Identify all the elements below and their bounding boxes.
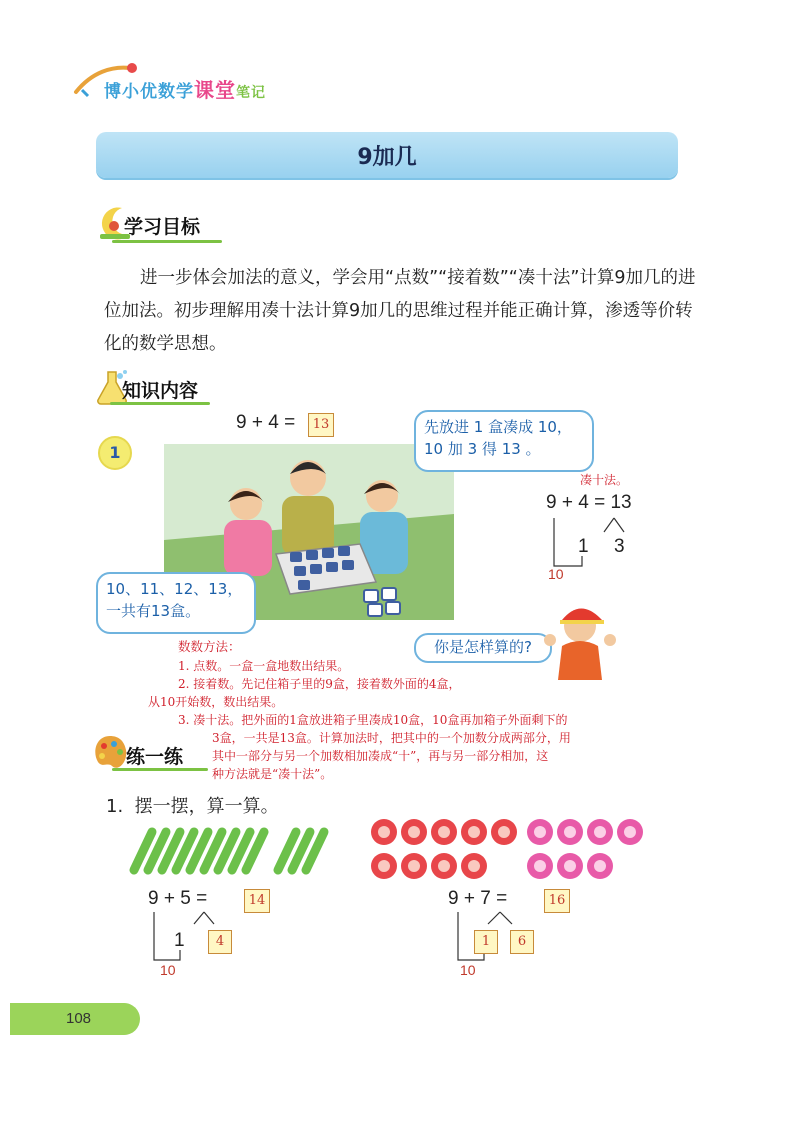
split-ten: 10	[548, 566, 564, 582]
practice-underline	[112, 768, 208, 771]
brand-title	[104, 74, 266, 103]
speech-bubble-right: 先放进 1 盒凑成 10，10 加 3 得 13 。	[414, 410, 594, 472]
practice-right-split1-box: 1	[474, 930, 498, 954]
counting-sticks-illustration	[124, 826, 330, 876]
practice-left-split1: 1	[174, 930, 185, 951]
content-underline	[110, 402, 210, 405]
practice-left-ten: 10	[160, 962, 176, 978]
lesson-title: 9加几	[357, 145, 417, 170]
brand-part3: 笔记	[236, 85, 266, 101]
flowers-illustration	[368, 814, 648, 884]
paint-palette-icon	[90, 732, 130, 772]
example-answer-box: 13	[308, 413, 334, 437]
count-line-4: 3. 凑十法。把外面的1盒放进箱子里凑成10盒，10盒再加箱子外面剩下的	[178, 713, 568, 727]
example-number: 1	[98, 436, 132, 470]
split-part-a: 1	[578, 536, 589, 557]
girl-with-cap-illustration	[538, 596, 622, 680]
count-line-6: 其中一部分与另一个加数相加凑成“十”，再与另一部分相加，这	[212, 749, 549, 763]
practice-right-equation: 9 + 7 =	[448, 888, 508, 909]
goals-underline	[112, 240, 222, 243]
count-line-2: 2. 接着数。先记住箱子里的9盒，接着数外面的4盒，	[178, 677, 461, 691]
count-line-5: 3盒，一共是13盒。计算加法时，把其中的一个加数分成两部分，用	[212, 731, 571, 745]
count-methods-title: 数数方法：	[178, 639, 241, 654]
practice-left-split2-box: 4	[208, 930, 232, 954]
goals-paragraph	[104, 262, 704, 361]
split-lines	[540, 514, 650, 574]
count-line-3: 从10开始数，数出结果。	[148, 695, 284, 709]
split-equation: 9 + 4 = 13	[546, 492, 632, 513]
practice-right-ten: 10	[460, 962, 476, 978]
brand-part2: 课堂	[194, 78, 236, 102]
content-heading: 知识内容	[122, 380, 199, 402]
count-line-1: 1. 点数。一盒一盒地数出结果。	[178, 659, 350, 673]
split-part-b: 3	[614, 536, 625, 557]
count-line-7: 种方法就是“凑十法”。	[212, 767, 333, 781]
practice-right-split2-box: 6	[510, 930, 534, 954]
speech-bubble-question: 你是怎样算的?	[414, 633, 552, 663]
brand-part1: 博小优数学	[104, 82, 194, 102]
goals-text: 进一步体会加法的意义，学会用“点数”“接着数”“凑十法”计算9加几的进位加法。初步理解用凑十法计算9加几的思维过程并能正确计算，渗透等价转化的数学思想。	[104, 268, 696, 354]
speech-bubble-left: 10、11、12、13，一共有13盒。	[96, 572, 256, 634]
practice-left-equation: 9 + 5 =	[148, 888, 208, 909]
goals-heading: 学习目标	[124, 216, 201, 238]
practice-right-answer-box: 16	[544, 889, 570, 913]
page-number: 108	[66, 1010, 92, 1027]
practice-task: 1. 摆一摆，算一算。	[106, 796, 279, 817]
practice-left-answer-box: 14	[244, 889, 270, 913]
practice-heading: 练一练	[126, 746, 184, 768]
example-equation: 9 + 4 =	[236, 412, 296, 433]
method-note: 凑十法。	[580, 473, 629, 487]
